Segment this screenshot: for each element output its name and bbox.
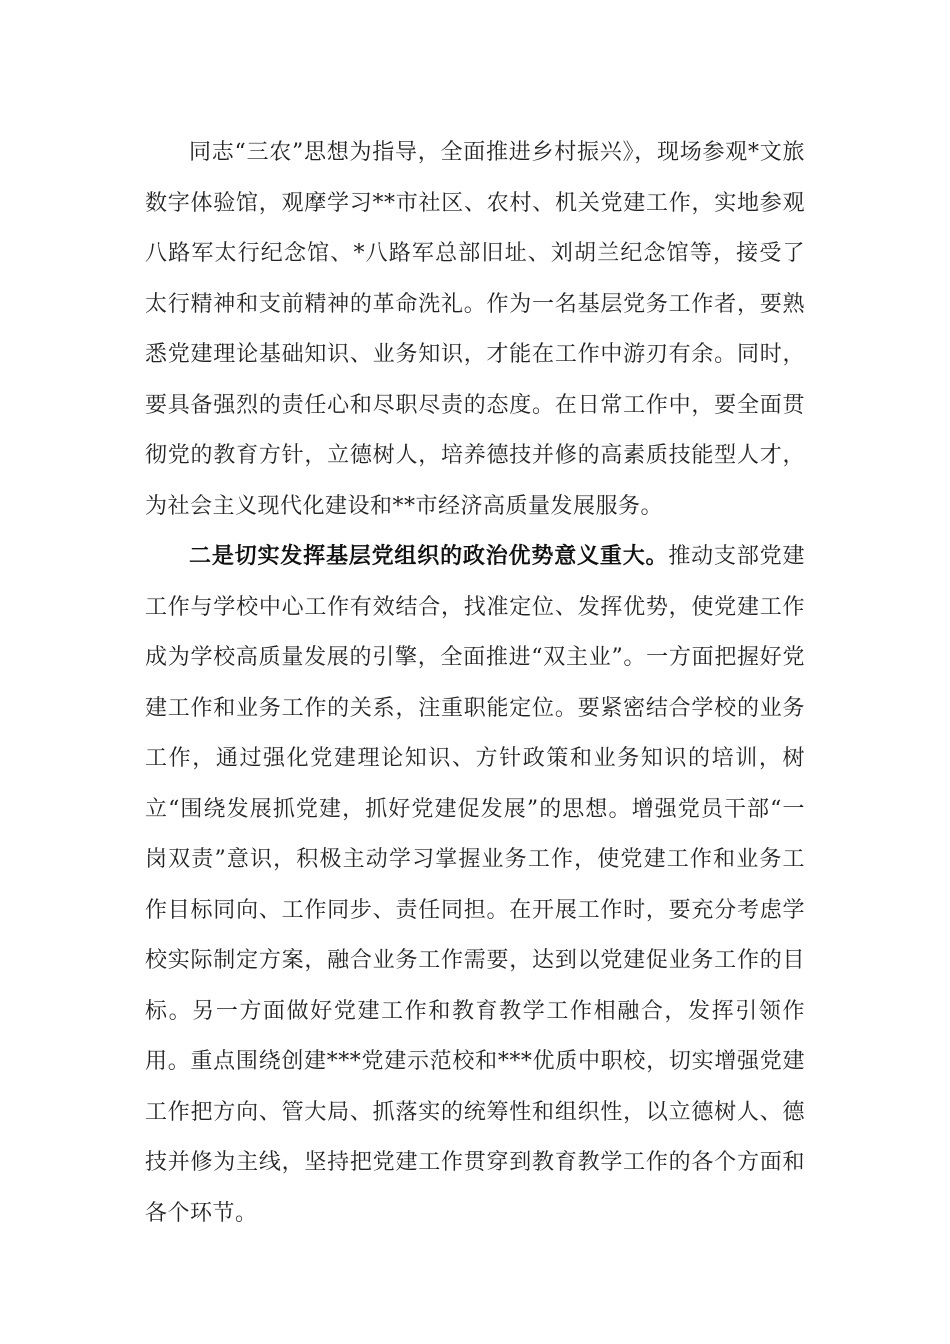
paragraph-2 — [145, 532, 805, 1239]
document-body — [145, 128, 805, 1239]
paragraph-1: 同志“三农”思想为指导，全面推进乡村振兴》，现场参观*文旅数字体验馆，观摩学习**市社区、农村、机关党建工作，实地参观八路军太行纪念馆、*八路军总部旧址、刘胡兰纪念馆等，接受了太行精神和支前精神的革命洗礼。作为一名基层党务工作者，要熟悉党建理论基础知识、业务知识，才能在工作中游刃有余。同时，要具备强烈的责任心和尽职尽责的态度。在日常工作中，要全面贯彻党的教育方针，立德树人，培养德技并修的高素质技能型人才，为社会主义现代化建设和**市经济高质量发展服务。 — [145, 140, 805, 519]
paragraph-2-body: 推动支部党建工作与学校中心工作有效结合，找准定位、发挥优势，使党建工作成为学校高质量发展的引擎，全面推进“双主业”。一方面把握好党建工作和业务工作的关系，注重职能定位。要紧密结合学校的业务工作，通过强化党建理论知识、方针政策和业务知识的培训，树立“围绕发展抓党建，抓好党建促发展”的思想。增强党员干部“一岗双责”意识，积极主动学习掌握业务工作，使党建工作和业务工作目标同向、工作同步、责任同担。在开展工作时，要充分考虑学校实际制定方案，融合业务工作需要，达到以党建促业务工作的目标。另一方面做好党建工作和教育教学工作相融合，发挥引领作用。重点围绕创建***党建示范校和***优质中职校，切实增强党建工作把方向、管大局、抓落实的统筹性和组织性，以立德树人、德技并修为主线，坚持把党建工作贯穿到教育教学工作的各个方面和各个环节。 — [145, 544, 805, 1226]
paragraph-2-lead: 二是切实发挥基层党组织的政治优势意义重大。 — [189, 544, 669, 569]
